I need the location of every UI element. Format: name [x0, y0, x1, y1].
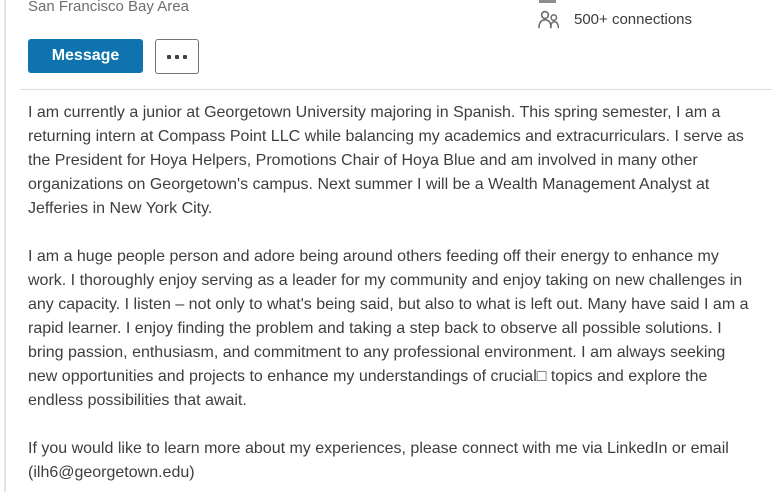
- connections-link[interactable]: [536, 9, 692, 30]
- people-icon: [536, 9, 561, 30]
- more-options-button[interactable]: [155, 39, 199, 74]
- connections-count: 500+ connections: [574, 11, 693, 28]
- about-paragraph-2: I am a huge people person and adore being around others feeding off their energy to enhance my work. I thoroughly enjoy serving as a leader for my community and enjoy taking on new challenges in any capacity. I listen – not only to what's being said, but also to what is left out. Many have said I am a rapid learner. I enjoy finding the problem and taking a step back to observe all possible solutions. I bring passion, enthusiasm, and commitment to any professional environment. I am always seeking new opportunities and projects to enhance my understandings of crucial□ topics and explore the endless possibilities that await.: [28, 248, 749, 409]
- message-button[interactable]: Message: [28, 39, 143, 73]
- about-paragraph-3: If you would like to learn more about my experiences, please connect with me via LinkedIn or email (ilh6@georgetown.edu): [28, 440, 729, 481]
- page-left-border: [4, 0, 6, 492]
- profile-location: San Francisco Bay Area: [28, 0, 189, 15]
- about-paragraph-1: I am currently a junior at Georgetown University majoring in Spanish. This spring semester, I am a returning intern at Compass Point LLC while balancing my academics and extracurriculars. I serve as the President for Hoya Helpers, Promotions Chair of Hoya Blue and am involved in many other organizations on Georgetown's campus. Next summer I will be a Wealth Management Analyst at Jefferies in New York City.: [28, 104, 744, 217]
- about-summary: [28, 101, 756, 485]
- ellipsis-icon: [156, 40, 198, 73]
- partial-cutoff-icon: [539, 0, 556, 3]
- section-divider: [20, 89, 772, 90]
